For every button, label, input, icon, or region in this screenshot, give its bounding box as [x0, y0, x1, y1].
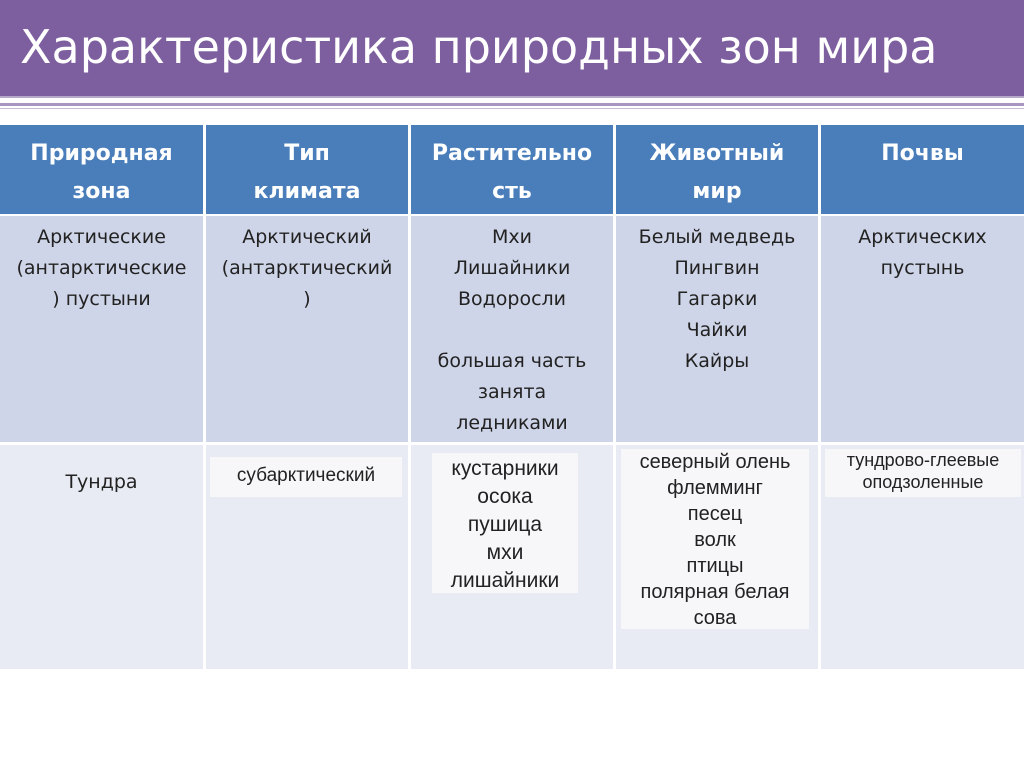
cell-line: тундрово-глеевые	[846, 450, 1000, 470]
cell-line: Лишайники	[453, 257, 571, 279]
cell-line: (антарктические	[16, 257, 187, 279]
cell-line: (антарктический	[221, 257, 393, 279]
header-soils-line: Почвы	[881, 141, 964, 166]
cell-line: пустынь	[880, 257, 965, 279]
header-zone	[0, 125, 203, 214]
cell-line: Арктические	[37, 226, 166, 248]
cell-climate-tundra	[206, 445, 408, 669]
cell-line: Мхи	[492, 226, 532, 248]
cell-fauna-tundra	[616, 445, 818, 669]
cell-line: ледниками	[456, 412, 568, 434]
header-vegetation-line: сть	[492, 179, 532, 204]
cell-vegetation-arctic	[411, 216, 613, 442]
cell-line: занята	[477, 381, 547, 403]
cell-line: Чайки	[686, 319, 748, 341]
cell-zone-tundra	[0, 445, 203, 669]
cell-climate-arctic	[206, 216, 408, 442]
cell-zone-arctic	[0, 216, 203, 442]
cell-fauna-arctic	[616, 216, 818, 442]
header-climate-line: климата	[253, 179, 361, 204]
cell-line: северный олень	[639, 451, 791, 473]
cell-line: птицы	[686, 555, 744, 577]
header-fauna-line: Животный	[649, 141, 785, 166]
cell-soils-tundra	[821, 445, 1024, 669]
cell-line: )	[303, 288, 311, 310]
header-soils	[821, 125, 1024, 214]
cell-line: волк	[694, 529, 736, 551]
cell-line: Кайры	[684, 350, 750, 372]
header-zone-line: зона	[72, 179, 131, 204]
cell-line: флемминг	[667, 477, 763, 499]
header-fauna-line: мир	[692, 179, 742, 204]
pasted-text-vegetation	[432, 453, 578, 593]
header-zone-line: Природная	[30, 141, 173, 166]
cell-vegetation-tundra	[411, 445, 613, 669]
cell-line: ) пустыни	[52, 288, 151, 310]
cell-line: большая часть	[437, 350, 587, 372]
cell-line: кустарники	[451, 457, 559, 480]
cell-soils-arctic	[821, 216, 1024, 442]
cell-line: песец	[687, 503, 743, 525]
cell-line: полярная белая	[640, 581, 790, 603]
pasted-text-soils	[825, 449, 1021, 497]
cell-spacer	[411, 315, 613, 346]
header-vegetation-line: Растительно	[431, 141, 593, 166]
cell-line: Гагарки	[676, 288, 758, 310]
cell-line: Водоросли	[457, 288, 567, 310]
header-climate-line: Тип	[284, 141, 330, 166]
pasted-text-climate: субарктический	[210, 457, 402, 497]
slide-title: Характеристика природных зон мира	[20, 20, 938, 74]
cell-line: оподзоленные	[862, 472, 984, 492]
cell-line: сова	[693, 607, 737, 629]
cell-line: Белый медведь	[638, 226, 796, 248]
header-fauna	[616, 125, 818, 214]
header-climate	[206, 125, 408, 214]
cell-line: Арктических	[858, 226, 987, 248]
divider	[0, 103, 1024, 106]
pasted-text-fauna	[621, 449, 809, 629]
cell-line: Тундра	[65, 471, 138, 493]
cell-line: Арктический	[242, 226, 372, 248]
cell-line: осока	[477, 485, 533, 508]
title-bar	[0, 0, 1024, 98]
cell-line: пушица	[467, 513, 543, 536]
header-vegetation	[411, 125, 613, 214]
divider-thin	[0, 108, 1024, 109]
cell-line: мхи	[486, 541, 524, 564]
cell-line: Пингвин	[674, 257, 760, 279]
cell-line: лишайники	[450, 569, 560, 592]
